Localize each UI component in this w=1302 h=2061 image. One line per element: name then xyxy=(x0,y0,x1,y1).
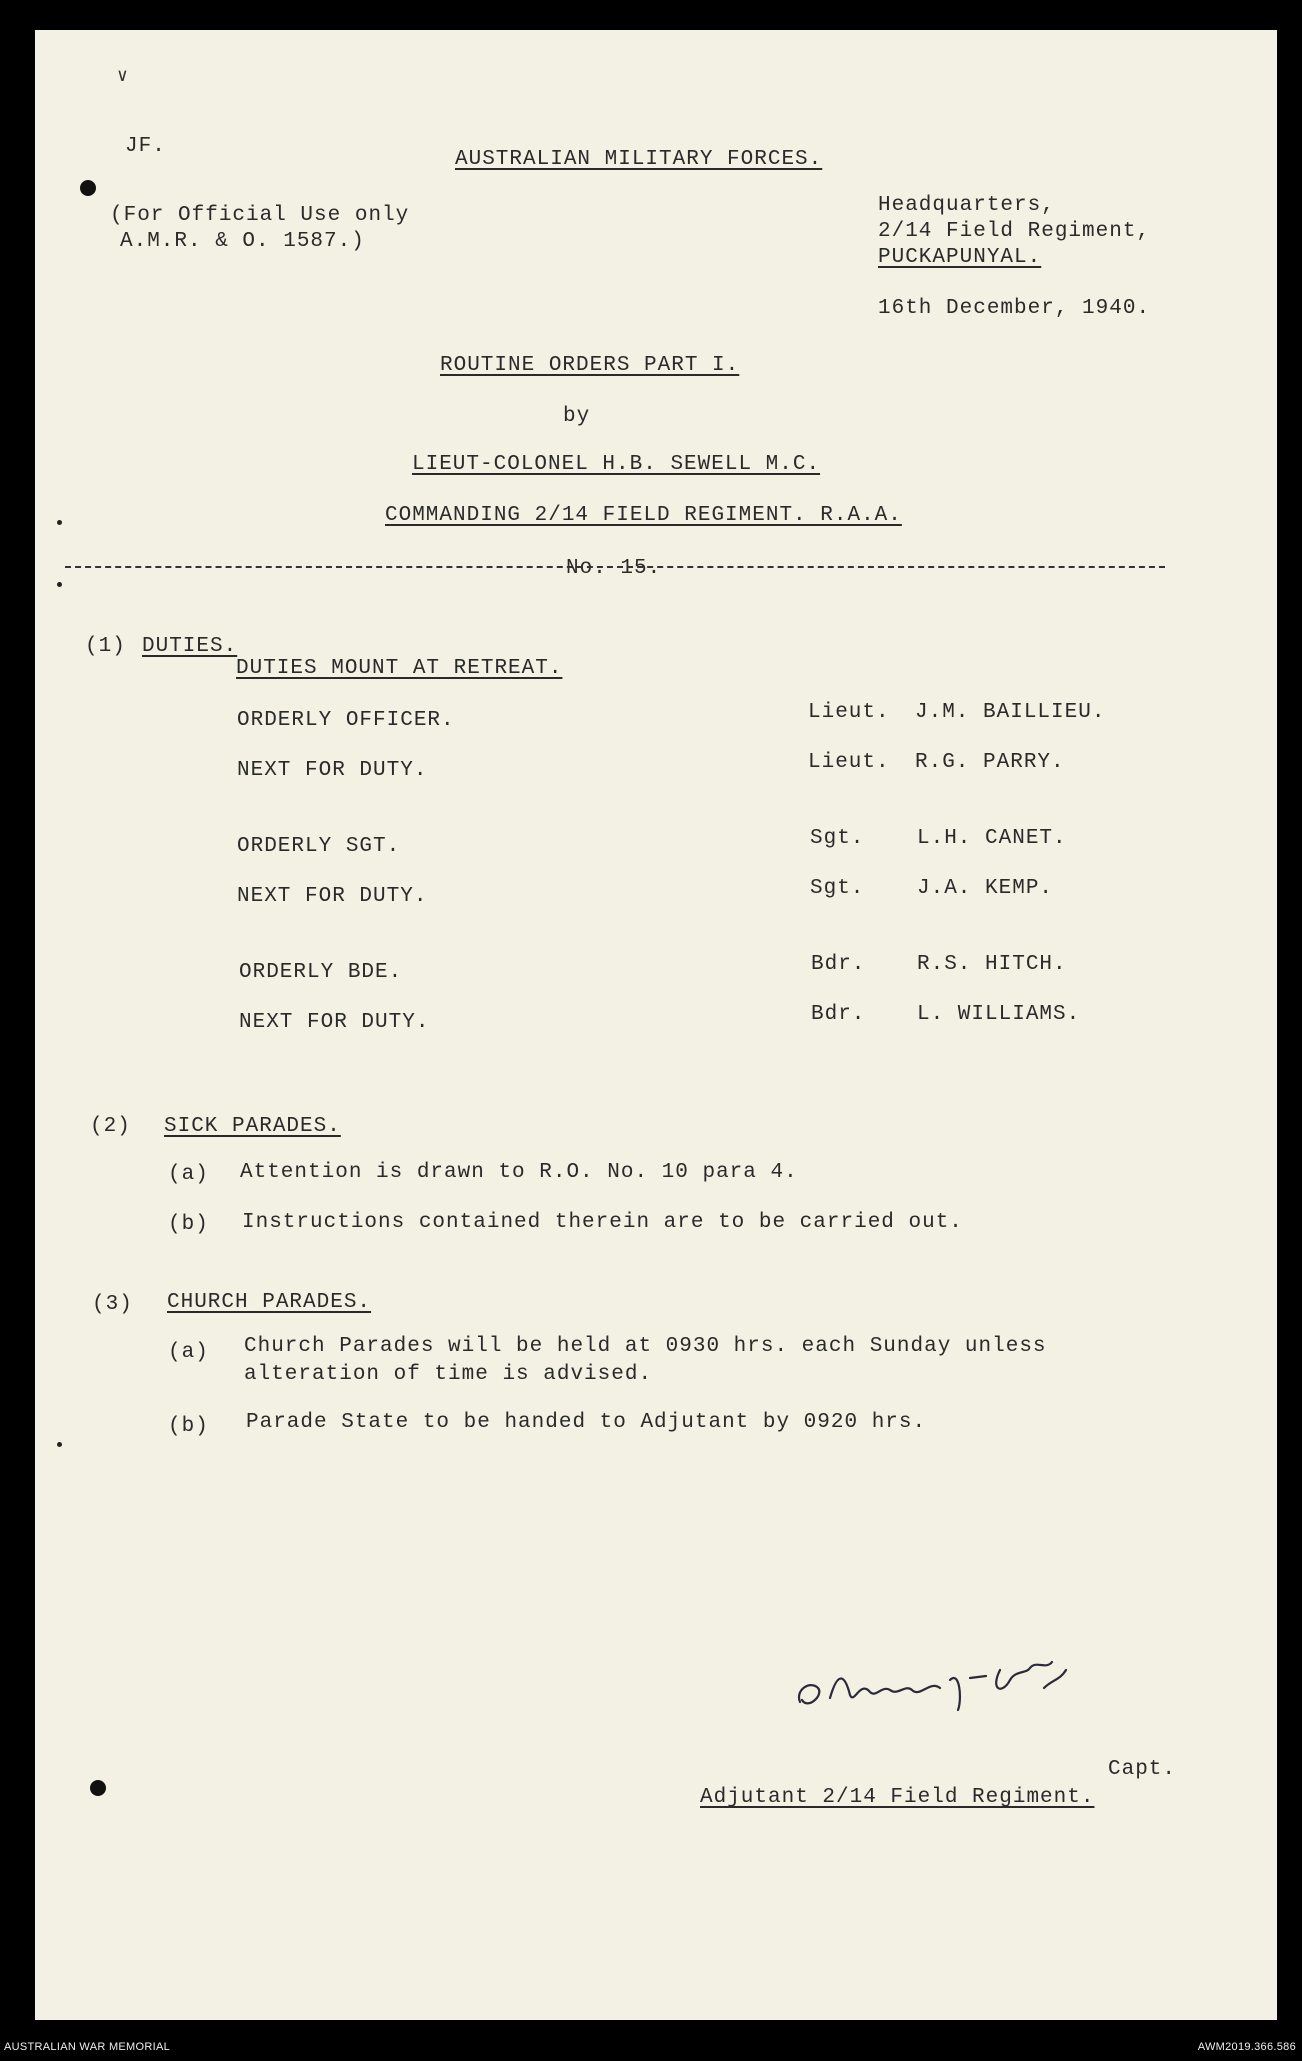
church-heading: CHURCH PARADES. xyxy=(167,1291,372,1314)
commander-name: LIEUT-COLONEL H.B. SEWELL M.C. xyxy=(412,453,821,476)
file-mark: JF. xyxy=(125,135,166,158)
duty-role: ORDERLY SGT. xyxy=(237,835,401,858)
duty-rank: Lieut. xyxy=(808,751,890,774)
duty-rank: Bdr. xyxy=(811,1003,866,1026)
church-item-label: (b) xyxy=(168,1415,209,1438)
duties-heading: DUTIES. xyxy=(142,635,238,658)
duties-subheading: DUTIES MOUNT AT RETREAT. xyxy=(236,657,563,680)
sick-heading: SICK PARADES. xyxy=(164,1115,341,1138)
signatory-position: Adjutant 2/14 Field Regiment. xyxy=(700,1786,1095,1809)
duty-name: J.A. KEMP. xyxy=(917,877,1054,900)
duty-role: NEXT FOR DUTY. xyxy=(239,1011,430,1034)
duty-name: R.G. PARRY. xyxy=(915,751,1065,774)
speck xyxy=(57,520,62,525)
speck xyxy=(57,1442,62,1447)
official-use-line-2: A.M.R. & O. 1587.) xyxy=(120,230,365,253)
hq-line-3: PUCKAPUNYAL. xyxy=(878,246,1042,269)
footer-right: AWM2019.366.586 xyxy=(1197,2041,1296,2053)
hq-line-2: 2/14 Field Regiment, xyxy=(878,220,1151,243)
church-item-text: Parade State to be handed to Adjutant by 0920 hrs. xyxy=(246,1411,927,1434)
duty-rank: Sgt. xyxy=(810,877,865,900)
order-number: No. 15. xyxy=(566,557,662,580)
signatory-rank: Capt. xyxy=(1108,1758,1177,1781)
sick-item-text: Instructions contained therein are to be carried out. xyxy=(242,1211,963,1234)
sick-number: (2) xyxy=(90,1115,131,1138)
by-line: by xyxy=(563,405,591,428)
document-date: 16th December, 1940. xyxy=(878,297,1151,320)
church-number: (3) xyxy=(92,1293,133,1316)
duty-rank: Sgt. xyxy=(810,827,865,850)
orders-title: ROUTINE ORDERS PART I. xyxy=(440,354,740,377)
duty-name: L. WILLIAMS. xyxy=(917,1003,1081,1026)
official-use-line-1: (For Official Use only xyxy=(110,204,410,227)
commanding-line: COMMANDING 2/14 FIELD REGIMENT. R.A.A. xyxy=(385,504,902,527)
duty-role: ORDERLY OFFICER. xyxy=(237,709,455,732)
duty-role: NEXT FOR DUTY. xyxy=(237,885,428,908)
duty-name: L.H. CANET. xyxy=(917,827,1067,850)
duty-rank: Bdr. xyxy=(811,953,866,976)
church-item-text: alteration of time is advised. xyxy=(244,1363,653,1386)
duty-name: R.S. HITCH. xyxy=(917,953,1067,976)
punch-hole-top xyxy=(80,180,96,196)
duty-role: ORDERLY BDE. xyxy=(239,961,403,984)
handwritten-signature xyxy=(790,1640,1140,1720)
duty-role: NEXT FOR DUTY. xyxy=(237,759,428,782)
hq-line-1: Headquarters, xyxy=(878,194,1055,217)
document-page xyxy=(35,30,1277,2020)
footer-left: AUSTRALIAN WAR MEMORIAL xyxy=(4,2041,171,2053)
sick-item-text: Attention is drawn to R.O. No. 10 para 4. xyxy=(240,1161,798,1184)
section-divider xyxy=(65,566,1165,568)
check-mark-icon: ∨ xyxy=(117,67,128,87)
duty-rank: Lieut. xyxy=(808,701,890,724)
duties-number: (1) xyxy=(85,635,126,658)
document-title: AUSTRALIAN MILITARY FORCES. xyxy=(455,148,823,171)
punch-hole-bottom xyxy=(90,1780,106,1796)
church-item-label: (a) xyxy=(168,1341,209,1364)
speck xyxy=(57,582,62,587)
church-item-text: Church Parades will be held at 0930 hrs. each Sunday unless xyxy=(244,1335,1047,1358)
duty-name: J.M. BAILLIEU. xyxy=(915,701,1106,724)
sick-item-label: (b) xyxy=(168,1213,209,1236)
sick-item-label: (a) xyxy=(168,1163,209,1186)
